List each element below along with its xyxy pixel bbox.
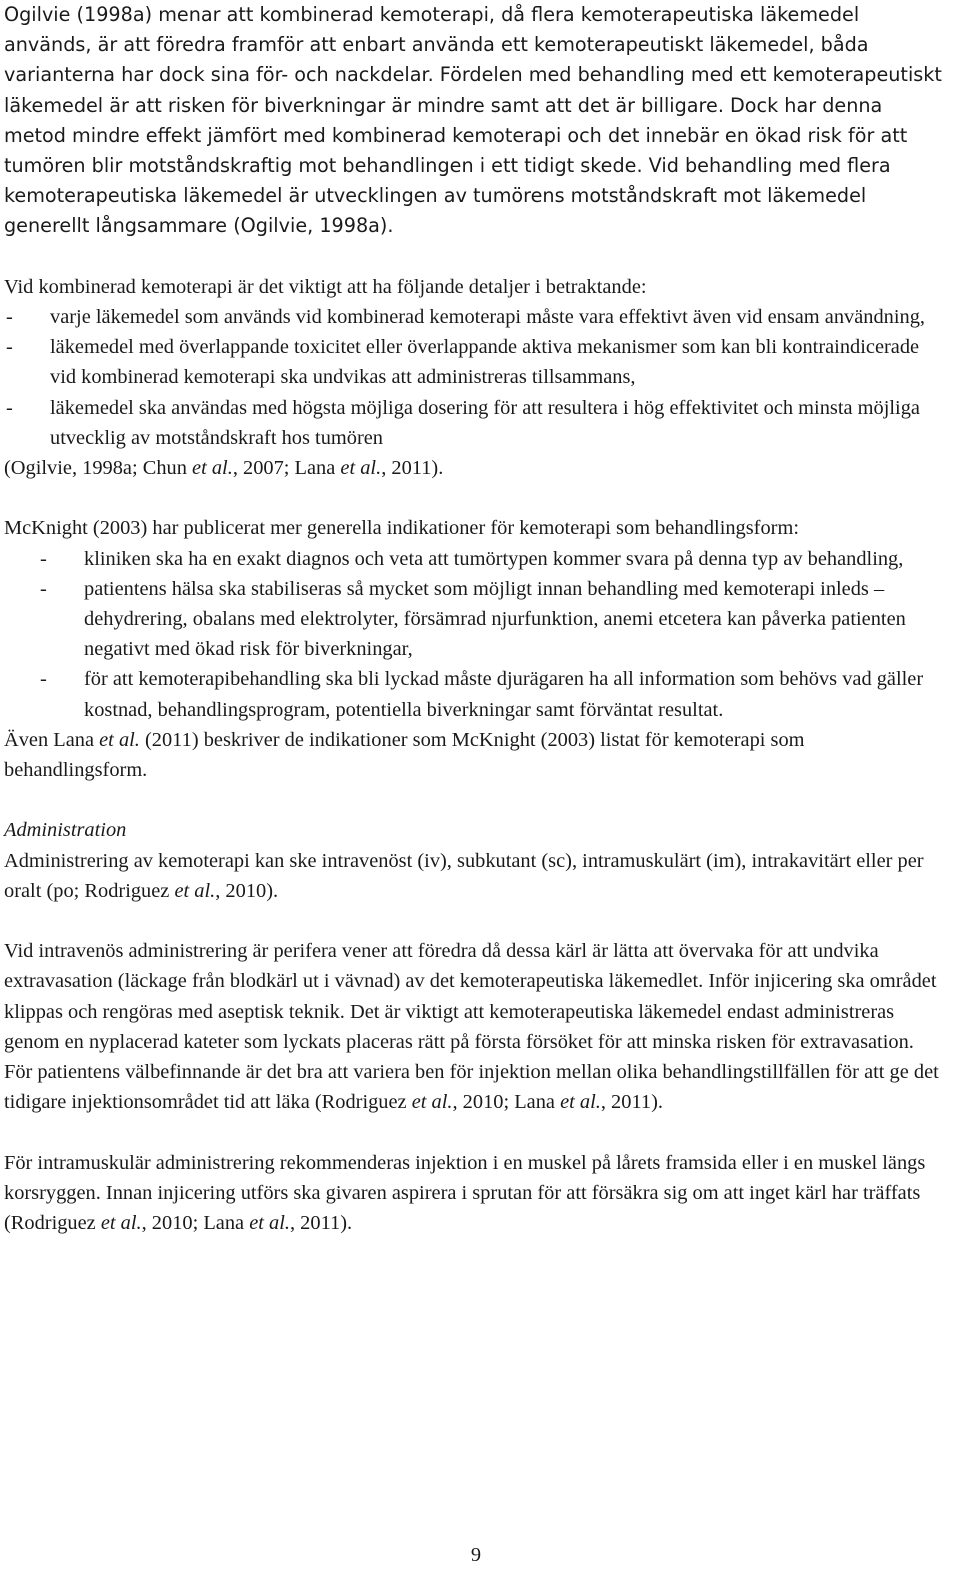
paragraph-mcknight-intro: McKnight (2003) har publicerat mer generella indikationer för kemoterapi som behandlingsform: xyxy=(4,517,799,540)
list-item: - varje läkemedel som används vid kombinerad kemoterapi måste vara effektivt även vid ensam användning, xyxy=(6,306,925,329)
list-indications xyxy=(4,544,944,725)
page-number: 9 xyxy=(470,1544,482,1566)
list-item: - kliniken ska ha en exakt diagnos och veta att tumörtypen kommer svara på denna typ av behandling, xyxy=(40,547,904,570)
paragraph-intravenous: Vid intravenös administrering är perifera vener att föredra då dessa kärl är lätta att övervaka för att undvika extravasation (läckage från blodkärl ut i vävnad) av det kemoterapeutiska läkemedlet. Inför injicering ska området klippas och rengöras med aseptisk teknik. Det är viktigt att kemoterapeutiska läkemedel endast administreras genom en nyplacerad kateter som lyckats placeras rätt på första försöket för att minska risken för extravasation. För patientens välbefinnande är det bra att variera ben för injektion mellan olika behandlingstillfällen för att ge det tidigare injektionsområdet tid att läka (Rodriguez et al., 2010; Lana et al., 2011). xyxy=(4,940,939,1114)
section-heading-administration: Administration xyxy=(4,819,127,842)
list-item: - läkemedel med överlappande toxicitet eller överlappande aktiva mekanismer som kan bli kontraindicerade vid kombinerad kemoterapi ska undvikas att administreras tillsammans, xyxy=(6,336,920,389)
list-combined-details xyxy=(4,302,944,453)
document-page xyxy=(4,0,944,1238)
list-item: - läkemedel ska användas med högsta möjliga dosering för att resultera i hög effektivitet och minsta möjliga utvecklig av motståndskraft hos tumören xyxy=(6,396,920,449)
paragraph-lana-indications: Även Lana et al. (2011) beskriver de indikationer som McKnight (2003) listat för kemoterapi som behandlingsform. xyxy=(4,728,805,782)
citation-line: (Ogilvie, 1998a; Chun et al., 2007; Lana et al., 2011). xyxy=(4,457,444,480)
paragraph-intramuscular: För intramuskulär administrering rekommenderas injektion i en muskel på lårets framsida eller i en muskel längs korsryggen. Innan injicering utförs ska givaren aspirera i sprutan för att försäkra sig om att inget kärl har träffats (Rodriguez et al., 2010; Lana et al., 2011). xyxy=(4,1151,926,1235)
paragraph-administration: Administrering av kemoterapi kan ske intravenöst (iv), subkutant (sc), intramuskulärt (im), intrakavitärt eller per oralt (po; Rodriguez et al., 2010). xyxy=(4,849,924,902)
list-item: - för att kemoterapibehandling ska bli lyckad måste djurägaren ha all information som behövs vad gäller kostnad, behandlingsprogram, potentiella biverkningar samt förväntat resultat. xyxy=(40,668,924,721)
paragraph-combined-details-intro: Vid kombinerad kemoterapi är det viktigt att ha följande detaljer i betraktande: xyxy=(4,275,647,298)
paragraph-combined-chemo: Ogilvie (1998a) menar att kombinerad kemoterapi, då flera kemoterapeutiska läkemedel används, är att föredra framför att enbart använda ett kemoterapeutiskt läkemedel, båda varianterna har dock sina för- och nackdelar. Fördelen med behandling med ett kemoterapeutiskt läkemedel är att risken för biverkningar är mindre samt att det är billigare. Dock har denna metod mindre effekt jämfört med kombinerad kemoterapi och det innebär en ökad risk för att tumören blir motståndskraftig mot behandlingen i ett tidigt skede. Vid behandling med flera kemoterapeutiska läkemedel är utvecklingen av tumörens motståndskraft mot läkemedel generellt långsammare (Ogilvie, 1998a). xyxy=(4,3,942,238)
list-item: - patientens hälsa ska stabiliseras så mycket som möjligt innan behandling med kemoterapi inleds – dehydrering, obalans med elektrolyter, försämrad njurfunktion, anemi etcetera kan påverka patienten negativt med ökad risk för biverkningar, xyxy=(40,577,906,661)
